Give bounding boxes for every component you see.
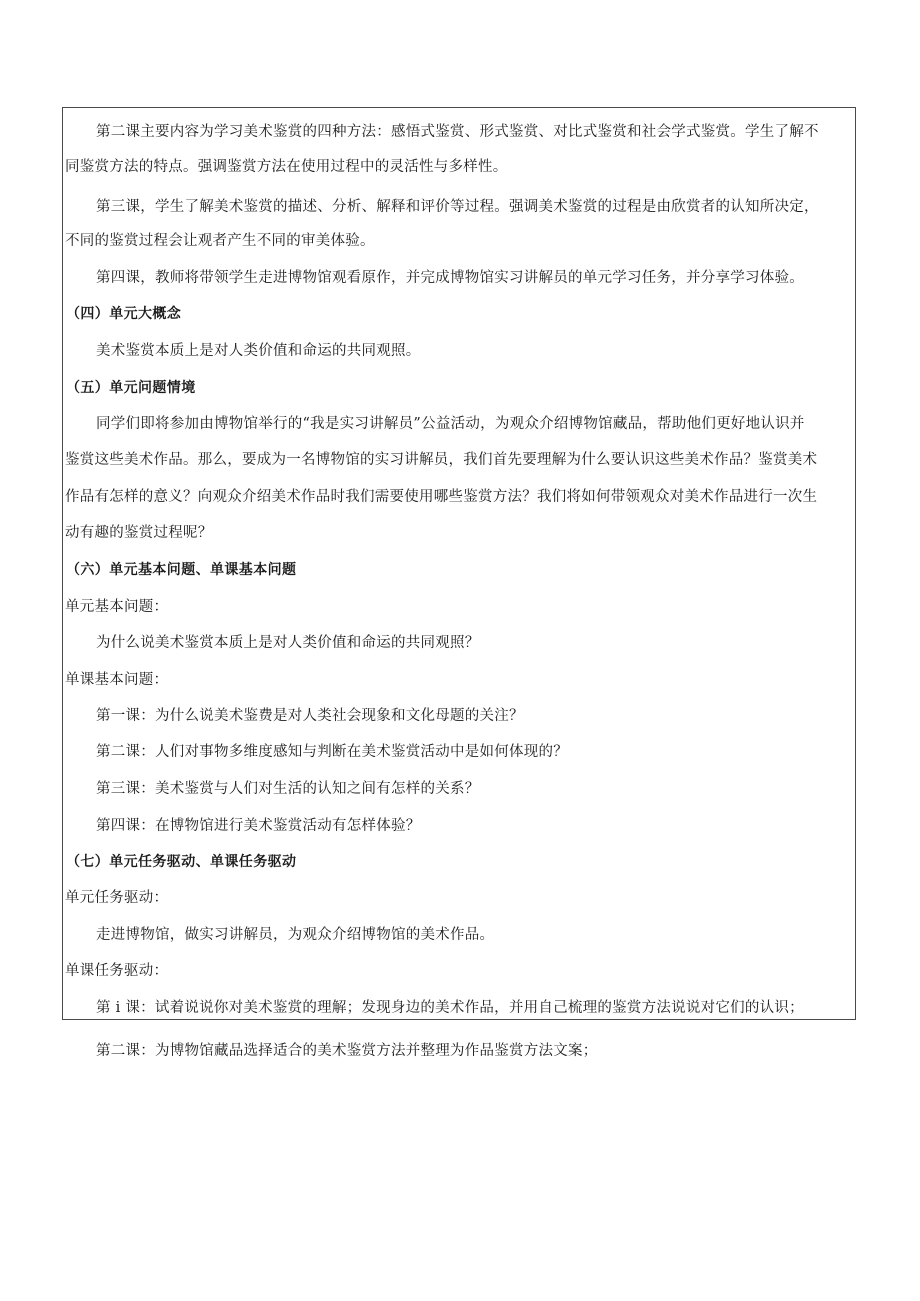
problem-situation-line-4: 动有趣的鉴赏过程呢？ [65,525,213,541]
problem-situation-line-2: 鉴赏这些美术作品。那么，要成为一名博物馆的实习讲解员，我们首先要理解为什么要认识这些美术作品？鉴赏美术 [65,452,818,468]
lesson-two-question: 第二课：人们对事物多维度感知与判断在美术鉴赏活动中是如何体现的？ [96,744,568,760]
lesson-one-task: 第 i 课：试着说说你对美术鉴赏的理解；发现身边的美术作品，并用自己梳理的鉴赏方法说说对它们的认识； [96,1000,804,1016]
lesson-four-summary: 第四课，教师将带领学生走进博物馆观看原作，并完成博物馆实习讲解员的单元学习任务，并分享学习体验。 [96,270,804,286]
unit-task-text: 走进博物馆，做实习讲解员，为观众介绍博物馆的美术作品。 [96,927,495,943]
lesson-task-label: 单课任务驱动： [65,963,169,979]
lesson-two-summary-line-1: 第二课主要内容为学习美术鉴赏的四种方法：感悟式鉴赏、形式鉴赏、对比式鉴赏和社会学式鉴赏。学生了解不 [96,124,819,140]
problem-situation-line-3: 作品有怎样的意义？向观众介绍美术作品时我们需要使用哪些鉴赏方法？我们将如何带领观众对美术作品进行一次生 [65,489,818,505]
unit-basic-question: 为什么说美术鉴赏本质上是对人类价值和命运的共同观照？ [96,635,480,651]
lesson-two-summary-line-2: 同鉴赏方法的特点。强调鉴赏方法在使用过程中的灵活性与多样性。 [65,159,508,175]
section-heading-task-driven: （七）单元任务驱动、单课任务驱动 [66,854,297,870]
lesson-three-summary-line-1: 第三课，学生了解美术鉴赏的描述、分析、解释和评价等过程。强调美术鉴赏的过程是由欣赏者的认知所决定， [96,199,819,215]
unit-task-label: 单元任务驱动： [65,890,169,906]
section-heading-big-concept: （四）单元大概念 [66,306,182,322]
lesson-one-question: 第一课：为什么说美术鉴费是对人类社会现象和文化母题的关注？ [96,708,524,724]
lesson-basic-questions-label: 单课基本问题： [65,672,169,688]
section-heading-basic-questions: （六）单元基本问题、单课基本问题 [66,562,297,578]
unit-basic-question-label: 单元基本问题： [65,599,169,615]
section-heading-problem-situation: （五）单元问题情境 [66,380,196,396]
lesson-three-question: 第三课：美术鉴赏与人们对生活的认知之间有怎样的关系？ [96,781,480,797]
lesson-four-question: 第四课：在博物馆进行美术鉴赏活动有怎样体验？ [96,818,421,834]
lesson-three-summary-line-2: 不同的鉴赏过程会让观者产生不同的审美体验。 [65,233,375,249]
lesson-two-task: 第二课：为博物馆藏品选择适合的美术鉴赏方法并整理为作品鉴赏方法文案； [96,1043,598,1059]
big-concept-text: 美术鉴赏本质上是对人类价值和命运的共同观照。 [96,343,421,359]
problem-situation-line-1: 同学们即将参加由博物馆举行的“我是实习讲解员”公益活动，为观众介绍博物馆藏品，帮助他们更好地认识并 [96,416,805,432]
